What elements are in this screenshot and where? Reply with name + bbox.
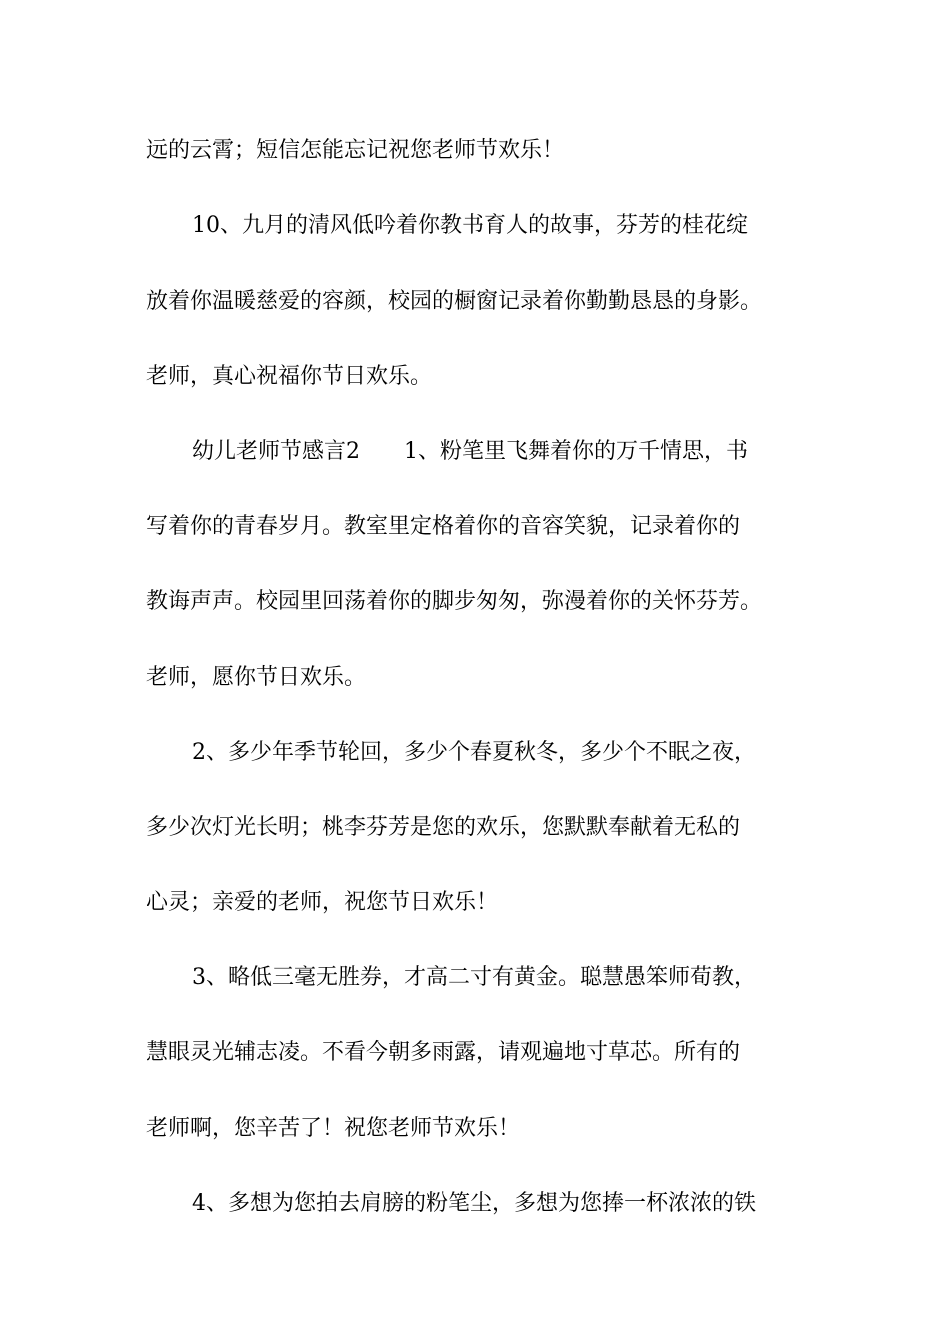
text-line-10: 多少次灯光长明；桃李芬芳是您的欢乐，您默默奉献着无私的 (146, 815, 741, 840)
text-line-4: 老师，真心祝福你节日欢乐。 (146, 364, 433, 389)
text-line-12: 3、略低三毫无胜券，才高二寸有黄金。聪慧愚笨师荀教， (192, 965, 756, 990)
text-line-15: 4、多想为您拍去肩膀的粉笔尘，多想为您捧一杯浓浓的铁 (192, 1191, 756, 1216)
text-line-5: 幼儿老师节感言2 1、粉笔里飞舞着你的万千情思，书 (192, 439, 748, 464)
text-line-11: 心灵；亲爱的老师，祝您节日欢乐！ (146, 890, 499, 915)
text-line-6: 写着你的青春岁月。教室里定格着你的音容笑貌，记录着你的 (146, 514, 741, 539)
text-line-1: 远的云霄；短信怎能忘记祝您老师节欢乐！ (146, 138, 565, 163)
text-line-2: 10、九月的清风低吟着你教书育人的故事，芬芳的桂花绽 (192, 213, 748, 238)
text-line-3: 放着你温暖慈爱的容颜，校园的橱窗记录着你勤勤恳恳的身影。 (146, 289, 763, 314)
text-line-8: 老师，愿你节日欢乐。 (146, 665, 367, 690)
text-line-14: 老师啊，您辛苦了！祝您老师节欢乐！ (146, 1116, 521, 1141)
text-line-13: 慧眼灵光辅志凌。不看今朝多雨露，请观遍地寸草芯。所有的 (146, 1040, 741, 1065)
text-line-7: 教诲声声。校园里回荡着你的脚步匆匆，弥漫着你的关怀芬芳。 (146, 589, 763, 614)
text-line-9: 2、多少年季节轮回，多少个春夏秋冬，多少个不眠之夜， (192, 740, 756, 765)
